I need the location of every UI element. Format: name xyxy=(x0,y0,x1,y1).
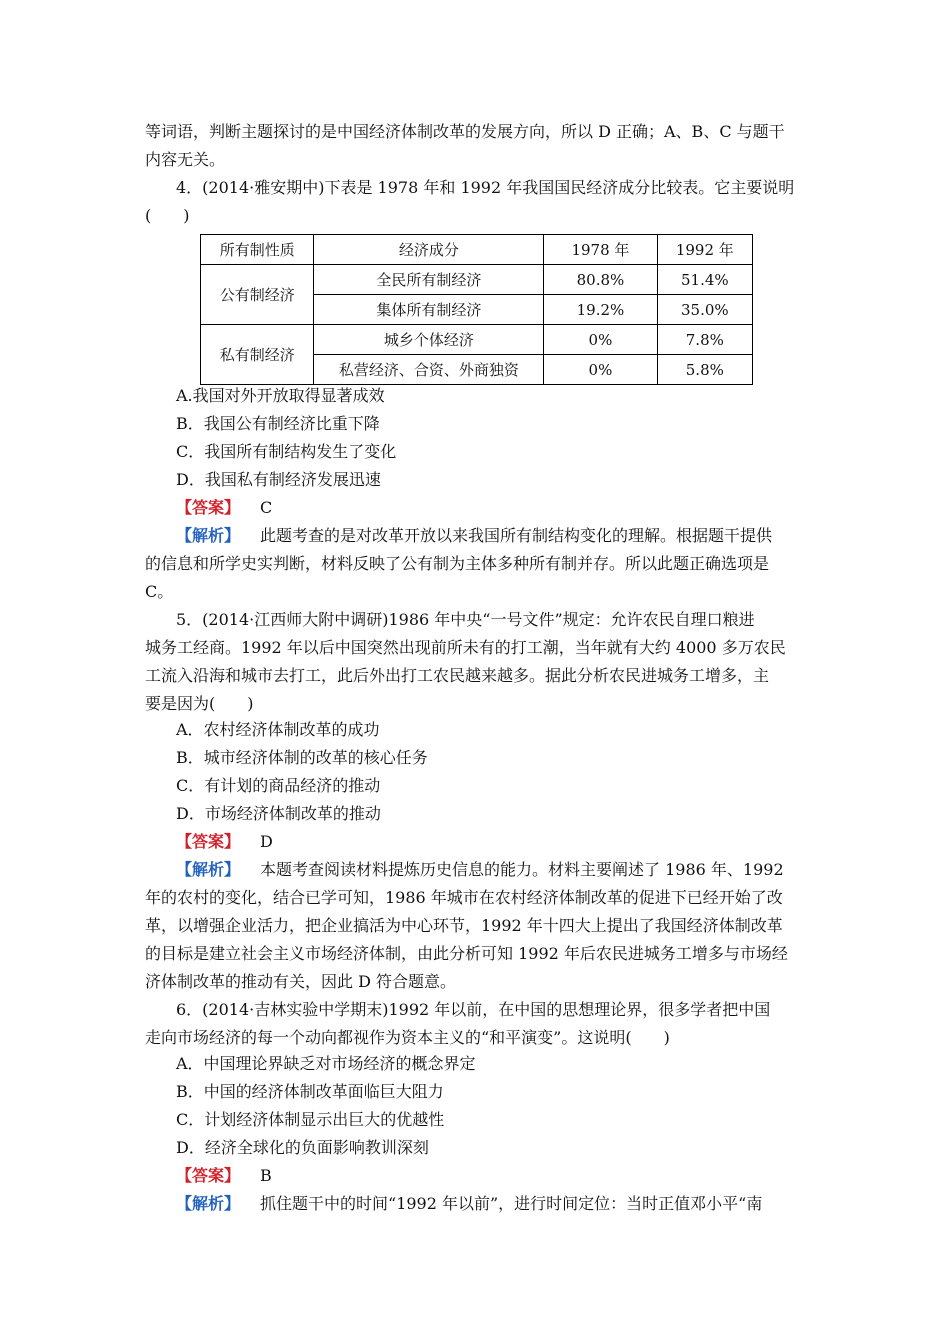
table-row xyxy=(201,265,753,295)
table-group-cell-public: 公有制经济 xyxy=(201,265,314,325)
q5-answer-value: D xyxy=(260,832,273,851)
q4-option-c: C．我国所有制结构发生了变化 xyxy=(176,442,397,461)
q6-analysis-text: 抓住题干中的时间“1992 年以前”，进行时间定位：当时正值邓小平“南 xyxy=(260,1194,763,1213)
q5-stem-line-1: 5．(2014·江西师大附中调研)1986 年中央“一号文件”规定：允许农民自理口粮进 xyxy=(176,610,755,629)
q5-stem-line-2: 城务工经商。1992 年以后中国突然出现前所未有的打工潮，当年就有大约 4000 多万农民 xyxy=(145,638,786,657)
q4-analysis-line-2: 的信息和所学史实判断，材料反映了公有制为主体多种所有制并存。所以此题正确选项是 xyxy=(145,554,770,573)
q6-analysis-line-1 xyxy=(176,1194,762,1214)
table-cell-1992: 35.0% xyxy=(657,295,752,325)
table-cell-1992: 51.4% xyxy=(657,265,752,295)
q4-answer-value: C xyxy=(260,498,273,517)
table-header-cell: 1978 年 xyxy=(544,235,657,265)
q6-stem-line-1: 6．(2014·吉林实验中学期末)1992 年以前，在中国的思想理论界，很多学者把中国 xyxy=(176,1000,771,1019)
q6-option-b: B．中国的经济体制改革面临巨大阻力 xyxy=(176,1082,444,1101)
q6-option-a: A．中国理论界缺乏对市场经济的概念界定 xyxy=(176,1054,476,1073)
table-group-cell-private: 私有制经济 xyxy=(201,325,314,385)
q5-analysis-line-1 xyxy=(176,860,784,880)
q5-stem-line-3: 工流入沿海和城市去打工，此后外出打工农民越来越多。据此分析农民进城务工增多，主 xyxy=(145,666,770,685)
table-cell-1978: 0% xyxy=(544,355,657,385)
q5-stem-line-4: 要是因为( ) xyxy=(145,694,254,713)
table-cell-1978: 80.8% xyxy=(544,265,657,295)
q4-analysis-text: 此题考查的是对改革开放以来我国所有制结构变化的理解。根据题干提供 xyxy=(260,526,773,545)
q4-analysis-line-3: C。 xyxy=(145,582,174,601)
q5-option-d: D．市场经济体制改革的推动 xyxy=(176,804,381,823)
analysis-tag: 【解析】 xyxy=(176,1194,241,1213)
analysis-tag: 【解析】 xyxy=(176,860,241,879)
q6-answer-value: B xyxy=(260,1166,272,1185)
answer-tag: 【答案】 xyxy=(176,832,241,851)
table-header-row xyxy=(201,235,753,265)
answer-tag: 【答案】 xyxy=(176,1166,241,1185)
q4-option-d: D．我国私有制经济发展迅速 xyxy=(176,470,381,489)
q4-analysis-line-1 xyxy=(176,526,772,546)
table-cell-1992: 5.8% xyxy=(657,355,752,385)
q6-answer-line xyxy=(176,1166,272,1186)
analysis-tag: 【解析】 xyxy=(176,526,241,545)
q5-analysis-line-4: 的目标是建立社会主义市场经济体制，由此分析可知 1992 年后农民进城务工增多与市场经 xyxy=(145,944,788,963)
table-cell-1992: 7.8% xyxy=(657,325,752,355)
q4-answer-line xyxy=(176,498,272,518)
table-cell-component: 集体所有制经济 xyxy=(314,295,544,325)
q5-analysis-text: 本题考查阅读材料提炼历史信息的能力。材料主要阐述了 1986 年、1992 xyxy=(260,860,784,879)
q4-stem-line-1: 4．(2014·雅安期中)下表是 1978 年和 1992 年我国国民经济成分比较表。它主要说明 xyxy=(176,178,795,197)
table-cell-component: 全民所有制经济 xyxy=(314,265,544,295)
intro-line-1: 等词语，判断主题探讨的是中国经济体制改革的发展方向，所以 D 正确；A、B、C 与题干 xyxy=(145,122,785,141)
q5-option-a: A．农村经济体制改革的成功 xyxy=(176,720,380,739)
q4-option-b: B．我国公有制经济比重下降 xyxy=(176,414,380,433)
table-header-cell: 所有制性质 xyxy=(201,235,314,265)
q6-stem-line-2: 走向市场经济的每一个动向都视作为资本主义的“和平演变”。这说明( ) xyxy=(145,1028,670,1047)
q4-stem-line-2: ( ) xyxy=(145,206,190,225)
q5-answer-line xyxy=(176,832,273,852)
q6-option-d: D．经济全球化的负面影响教训深刻 xyxy=(176,1138,429,1157)
table-header-cell: 1992 年 xyxy=(657,235,752,265)
economy-comparison-table xyxy=(200,234,753,385)
q6-option-c: C．计划经济体制显示出巨大的优越性 xyxy=(176,1110,445,1129)
q5-option-b: B．城市经济体制的改革的核心任务 xyxy=(176,748,428,767)
q4-option-a: A.我国对外开放取得显著成效 xyxy=(176,386,385,405)
table-cell-1978: 0% xyxy=(544,325,657,355)
table-header-cell: 经济成分 xyxy=(314,235,544,265)
table-cell-1978: 19.2% xyxy=(544,295,657,325)
q5-analysis-line-2: 年的农村的变化，结合已学可知，1986 年城市在农村经济体制改革的促进下已经开始了改 xyxy=(145,888,783,907)
table-cell-component: 私营经济、合资、外商独资 xyxy=(314,355,544,385)
q5-option-c: C．有计划的商品经济的推动 xyxy=(176,776,381,795)
q5-analysis-line-3: 革，以增强企业活力，把企业搞活为中心环节，1992 年十四大上提出了我国经济体制改革 xyxy=(145,916,783,935)
table-row xyxy=(201,325,753,355)
answer-tag: 【答案】 xyxy=(176,498,241,517)
intro-line-2: 内容无关。 xyxy=(145,150,226,169)
table-cell-component: 城乡个体经济 xyxy=(314,325,544,355)
q5-analysis-line-5: 济体制改革的推动有关，因此 D 符合题意。 xyxy=(145,972,457,991)
